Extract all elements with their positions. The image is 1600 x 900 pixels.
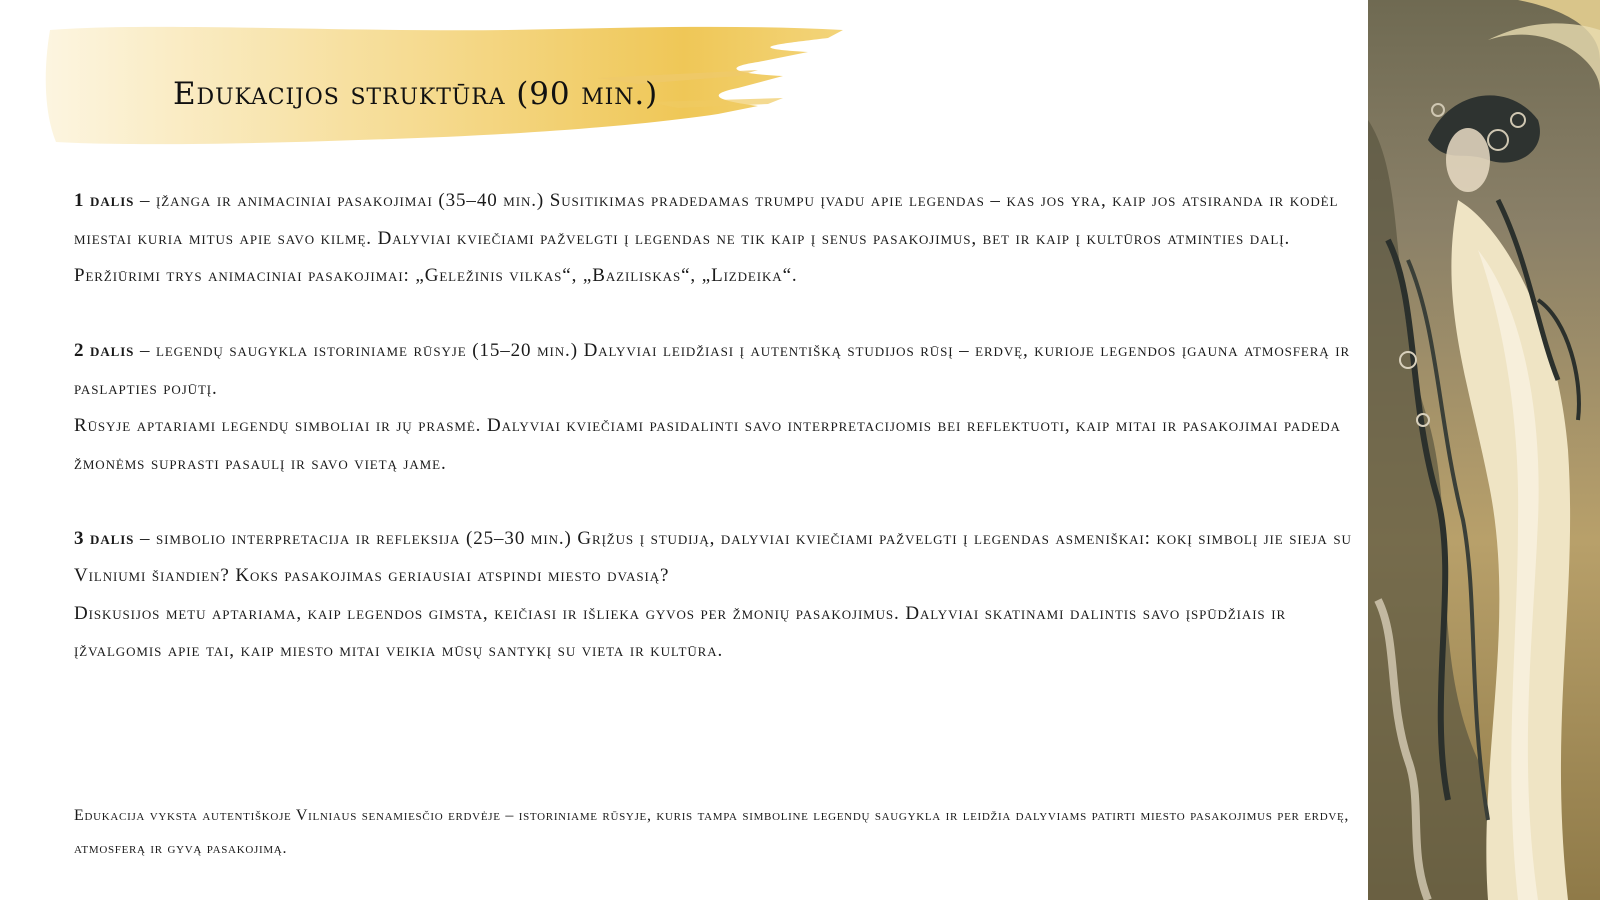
slide-title: Edukacijos struktūra (90 min.)	[173, 76, 659, 112]
section-2-paragraph	[74, 332, 1374, 407]
section-3-label: 3 dalis	[74, 527, 135, 549]
section-2-extra: Rūsyje aptariami legendų simboliai ir jų prasmė. Dalyviai kviečiami pasidalinti savo interpretacijomis bei reflektuoti, kaip mitai ir pasakojimai padeda žmonėms suprasti pasaulį ir savo vietą jame.	[74, 415, 1341, 474]
section-2	[74, 332, 1374, 482]
section-1-label: 1 dalis	[74, 190, 135, 211]
section-3-paragraph	[74, 520, 1374, 595]
section-1-paragraph	[74, 182, 1374, 257]
content-body	[74, 182, 1374, 707]
section-2-label: 2 dalis	[74, 340, 135, 361]
section-1-extra: Peržiūrimi trys animaciniai pasakojimai: „Geležinis vilkas“, „Baziliskas“, „Lizdeika“.	[74, 265, 798, 286]
section-1-text: – įžanga ir animaciniai pasakojimai (35–40 min.) Susitikimas pradedamas trumpu įvadu apie legendas – kas jos yra, kaip jos atsiranda ir kodėl miestai kuria mitus apie savo kilmę. Dalyviai kviečiami pažvelgti į legendas ne tik kaip į senus pasakojimus, bet ir kaip į kultūros atminties dalį.	[74, 190, 1339, 249]
decorative-painting	[1368, 0, 1600, 900]
section-3	[74, 520, 1374, 670]
section-3-text: – simbolio interpretacija ir refleksija (25–30 min.) Grįžus į studiją, dalyviai kviečiami pažvelgti į legendas asmeniškai: kokį simbolį jie sieja su Vilniumi šiandien? Koks pasakojimas geriausiai atspindi miesto dvasią?	[74, 527, 1352, 586]
section-1	[74, 182, 1374, 295]
footer-note: Edukacija vyksta autentiškoje Vilniaus senamiesčio erdvėje – istoriniame rūsyje, kuris tampa simboline legendų saugykla ir leidžia dalyviams patirti miesto pasakojimus per erdvę, atmosferą ir gyvą pasakojimą.	[74, 807, 1350, 857]
section-3-extra: Diskusijos metu aptariama, kaip legendos gimsta, keičiasi ir išlieka gyvos per žmonių pasakojimus. Dalyviai skatinami dalintis savo įspūdžiais ir įžvalgomis apie tai, kaip miesto mitai veikia mūsų santykį su vieta ir kultūra.	[74, 602, 1287, 661]
section-2-text: – legendų saugykla istoriniame rūsyje (15–20 min.) Dalyviai leidžiasi į autentišką studijos rūsį – erdvę, kurioje legendos įgauna atmosferą ir paslapties pojūtį.	[74, 340, 1351, 399]
